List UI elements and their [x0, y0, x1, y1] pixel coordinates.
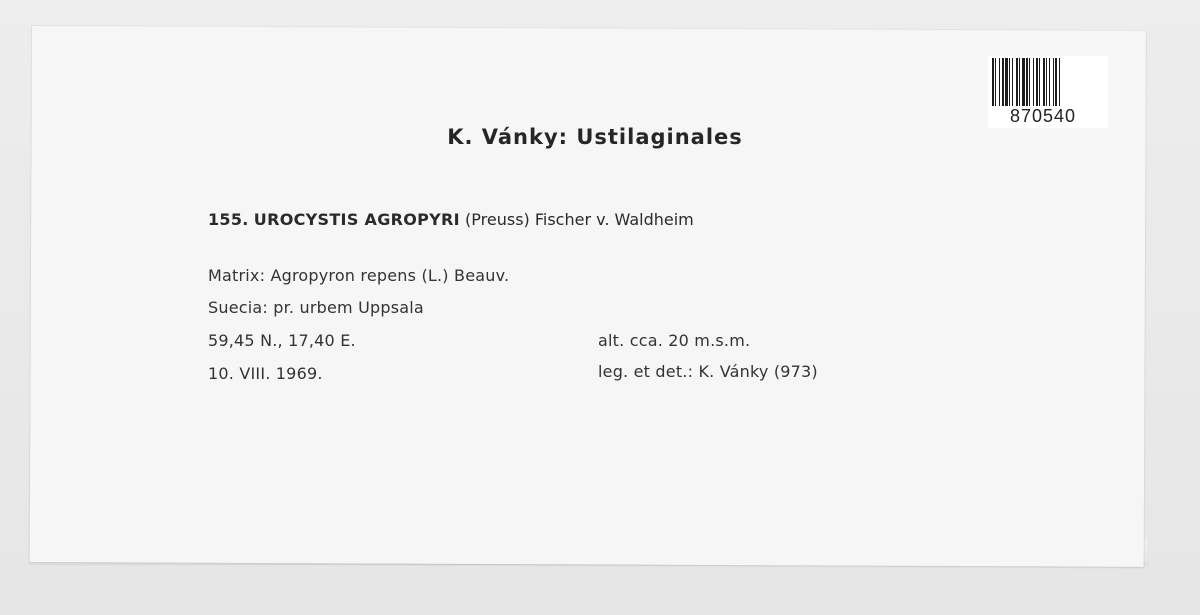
- label-title: K. Vánky: Ustilaginales: [447, 125, 743, 149]
- barcode-bar: [1002, 58, 1004, 106]
- barcode-bar: [1026, 58, 1028, 106]
- date-line: 10. VIII. 1969.: [208, 364, 323, 383]
- barcode-bar: [1055, 58, 1057, 106]
- barcode-tag: [988, 56, 1108, 128]
- barcode-bar: [999, 58, 1000, 106]
- barcode-bar: [1039, 58, 1040, 106]
- exsiccata-number: 155.: [208, 210, 249, 229]
- locality-line: Suecia: pr. urbem Uppsala: [208, 298, 424, 317]
- matrix-line: Matrix: Agropyron repens (L.) Beauv.: [208, 266, 510, 285]
- barcode-bar: [992, 58, 994, 106]
- barcode-graphic: [990, 58, 1106, 106]
- altitude-line: alt. cca. 20 m.s.m.: [598, 331, 751, 350]
- barcode-bar: [1029, 58, 1030, 106]
- barcode-bar: [995, 58, 996, 106]
- barcode-bar: [1036, 58, 1038, 106]
- barcode-bar: [1043, 58, 1045, 106]
- species-name: UROCYSTIS AGROPYRI: [253, 210, 460, 229]
- barcode-bar: [1016, 58, 1018, 106]
- barcode-bar: [1059, 58, 1060, 106]
- barcode-bar: [1049, 58, 1050, 106]
- collector-line: leg. et det.: K. Vánky (973): [598, 362, 818, 381]
- barcode-bar: [1012, 58, 1013, 106]
- barcode-bar: [1033, 58, 1034, 106]
- species-line: [208, 210, 694, 229]
- species-authority: (Preuss) Fischer v. Waldheim: [465, 210, 694, 229]
- barcode-number: 870540: [1009, 106, 1077, 126]
- barcode-bar: [1022, 58, 1025, 106]
- barcode-bar: [1053, 58, 1054, 106]
- barcode-bar: [1009, 58, 1010, 106]
- specimen-label-card: [30, 26, 1146, 567]
- barcode-bar: [1005, 58, 1008, 106]
- barcode-bar: [1046, 58, 1047, 106]
- barcode-bar: [1019, 58, 1020, 106]
- coordinates-line: 59,45 N., 17,40 E.: [208, 331, 356, 350]
